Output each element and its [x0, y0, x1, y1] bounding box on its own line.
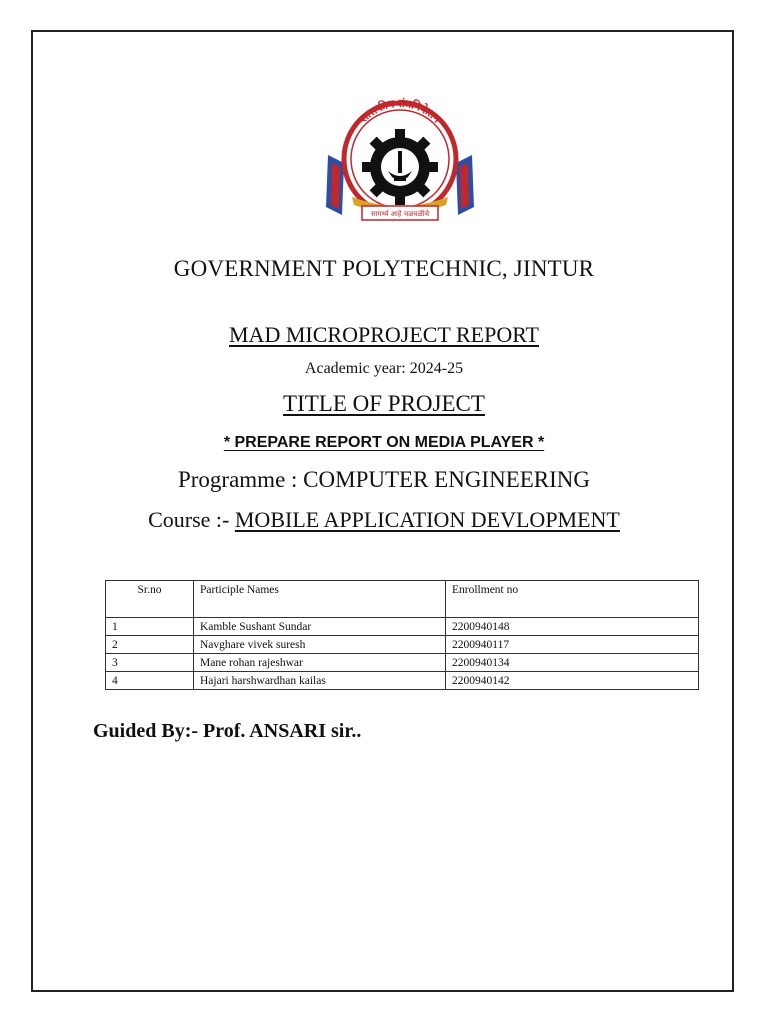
- institute-logo: [322, 93, 478, 223]
- programme-line: [0, 467, 768, 493]
- course-label: Course :-: [148, 507, 235, 532]
- course-line: [0, 507, 768, 533]
- cell-name: Hajari harshwardhan kailas: [194, 672, 446, 690]
- project-subtitle: * PREPARE REPORT ON MEDIA PLAYER *: [223, 434, 545, 451]
- cell-enrollment: 2200940117: [446, 636, 699, 654]
- cell-name: Navghare vivek suresh: [194, 636, 446, 654]
- report-title: MAD MICROPROJECT REPORT: [229, 322, 539, 347]
- table-row: [106, 654, 699, 672]
- institute-name: GOVERNMENT POLYTECHNIC, JINTUR: [173, 256, 595, 281]
- cell-srno: 3: [106, 654, 194, 672]
- header-srno: Sr.no: [106, 581, 194, 618]
- table-row: [106, 672, 699, 690]
- cell-enrollment: 2200940148: [446, 618, 699, 636]
- cell-name: Mane rohan rajeshwar: [194, 654, 446, 672]
- cell-name: Kamble Sushant Sundar: [194, 618, 446, 636]
- header-names: Participle Names: [194, 581, 446, 618]
- cell-srno: 4: [106, 672, 194, 690]
- course-value: MOBILE APPLICATION DEVLOPMENT: [234, 507, 620, 532]
- programme-value: COMPUTER ENGINEERING: [303, 467, 591, 492]
- title-heading: TITLE OF PROJECT: [283, 391, 485, 416]
- table-row: [106, 636, 699, 654]
- table-row: [106, 618, 699, 636]
- logo-top-text: शासकीय तंत्रनिकेतन: [356, 96, 444, 126]
- academic-year: Academic year: 2024-25: [304, 360, 464, 377]
- participants-table: [105, 580, 699, 690]
- table-header-row: [106, 581, 699, 618]
- cell-srno: 1: [106, 618, 194, 636]
- cell-enrollment: 2200940134: [446, 654, 699, 672]
- guided-by: Guided By:- Prof. ANSARI sir..: [93, 720, 362, 742]
- cell-srno: 2: [106, 636, 194, 654]
- header-enrollment: Enrollment no: [446, 581, 699, 618]
- cell-enrollment: 2200940142: [446, 672, 699, 690]
- logo-bottom-text: सामर्थ्य आहे चळवळीचे: [370, 210, 430, 218]
- programme-label: Programme :: [177, 467, 304, 492]
